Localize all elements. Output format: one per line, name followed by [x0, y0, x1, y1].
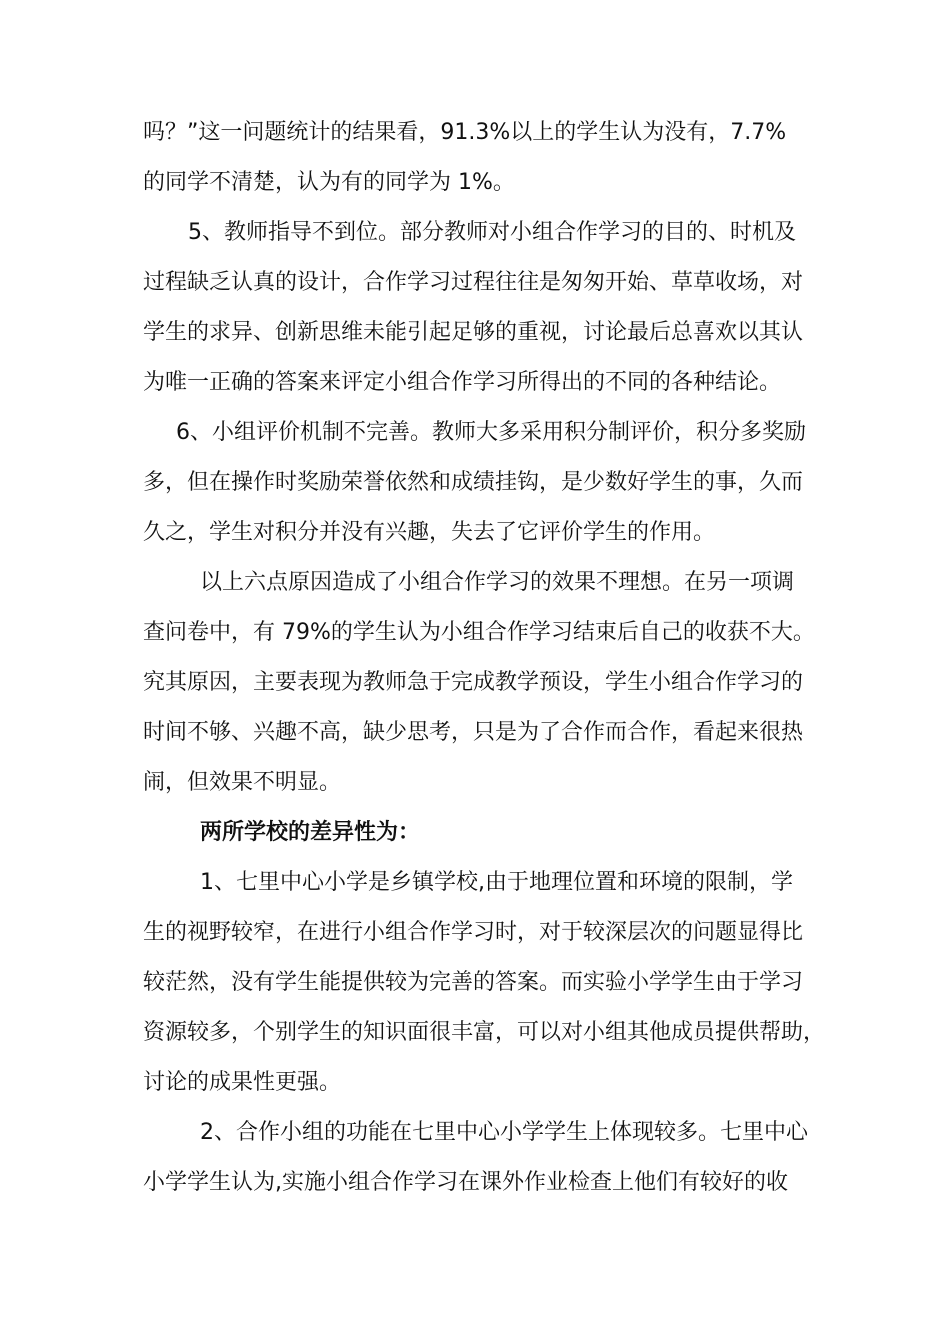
- text-line: 5、教师指导不到位。部分教师对小组合作学习的目的、时机及: [188, 220, 796, 245]
- text-line: 以上六点原因造成了小组合作学习的效果不理想。在另一项调: [200, 570, 795, 595]
- text-line: 过程缺乏认真的设计，合作学习过程往往是匆匆开始、草草收场，对: [143, 270, 804, 295]
- text-line: 讨论的成果性更强。: [143, 1070, 342, 1095]
- text-line: 查问卷中，有 79%的学生认为小组合作学习结束后自己的收获不大。: [143, 620, 815, 645]
- text-line: 究其原因，主要表现为教师急于完成教学预设，学生小组合作学习的: [143, 670, 804, 695]
- text-line: 久之，学生对积分并没有兴趣，失去了它评价学生的作用。: [143, 520, 716, 545]
- text-line: 为唯一正确的答案来评定小组合作学习所得出的不同的各种结论。: [143, 370, 782, 395]
- text-line: 的同学不清楚，认为有的同学为 1%。: [143, 170, 515, 195]
- text-line: 吗？”这一问题统计的结果看，91.3%以上的学生认为没有，7.7%: [143, 120, 787, 145]
- text-line: 资源较多，个别学生的知识面很丰富，可以对小组其他成员提供帮助，: [143, 1020, 826, 1045]
- text-line: 较茫然，没有学生能提供较为完善的答案。而实验小学学生由于学习: [143, 970, 804, 995]
- text-line: 时间不够、兴趣不高，缺少思考，只是为了合作而合作，看起来很热: [143, 720, 804, 745]
- text-line: 多，但在操作时奖励荣誉依然和成绩挂钩，是少数好学生的事，久而: [143, 470, 804, 495]
- text-line: 2、合作小组的功能在七里中心小学学生上体现较多。七里中心: [200, 1120, 808, 1145]
- text-line: 学生的求异、创新思维未能引起足够的重视，讨论最后总喜欢以其认: [143, 320, 804, 345]
- text-line: 6、小组评价机制不完善。教师大多采用积分制评价，积分多奖励: [176, 420, 806, 445]
- text-line: 生的视野较窄，在进行小组合作学习时，对于较深层次的问题显得比: [143, 920, 804, 945]
- section-heading: 两所学校的差异性为：: [200, 820, 421, 845]
- text-line: 小学学生认为,实施小组合作学习在课外作业检查上他们有较好的收: [143, 1170, 788, 1195]
- text-line: 1、七里中心小学是乡镇学校,由于地理位置和环境的限制，学: [200, 870, 793, 895]
- text-line: 闹，但效果不明显。: [143, 770, 342, 795]
